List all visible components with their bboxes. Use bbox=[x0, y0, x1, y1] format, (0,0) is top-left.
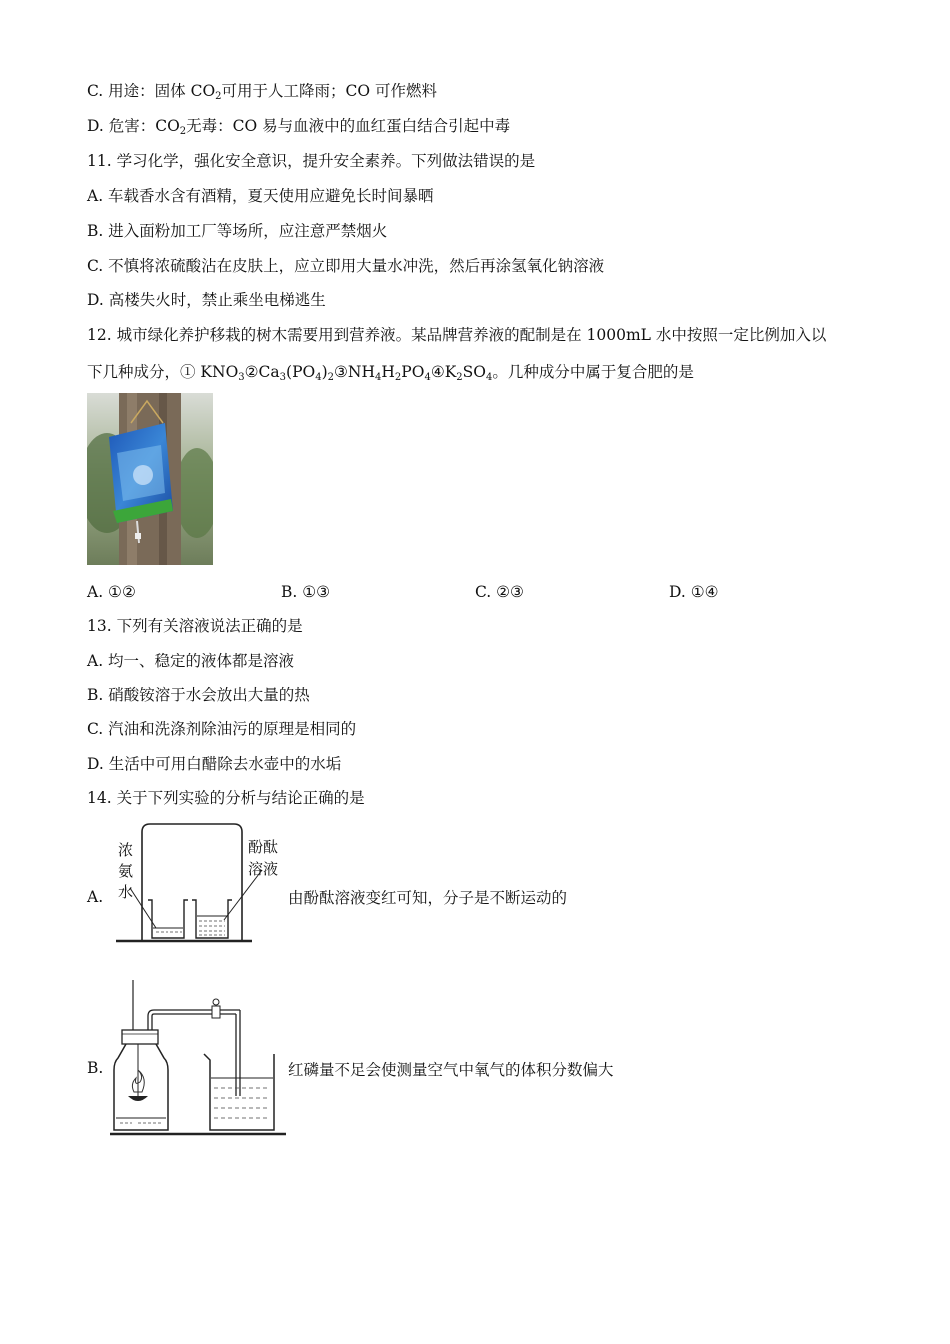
q11-option-d: D. 高楼失火时，禁止乘坐电梯逃生 bbox=[87, 291, 326, 309]
q10-option-d: D. 危害：$CO_2$无毒：CO 易与血液中的血红蛋白结合引起中毒 bbox=[87, 117, 511, 137]
q14-option-a-text: 由酚酞溶液变红可知，分子是不断运动的 bbox=[288, 889, 568, 907]
q12-option-d: D. ①④ bbox=[669, 583, 719, 601]
q14-stem: 14. 关于下列实验的分析与结论正确的是 bbox=[87, 789, 365, 807]
red-phosphorus-oxygen-apparatus bbox=[108, 978, 290, 1140]
q14-option-b-text: 红磷量不足会使测量空气中氧气的体积分数偏大 bbox=[288, 1061, 614, 1079]
nutrient-bag-photo bbox=[87, 393, 213, 565]
q12-stem-line1: 12. 城市绿化养护移栽的树木需要用到营养液。某品牌营养液的配制是在 1000mL 水中按照一定比例加入以 bbox=[87, 326, 827, 344]
q11-option-b: B. 进入面粉加工厂等场所，应注意严禁烟火 bbox=[87, 222, 388, 240]
q12-option-c: C. ②③ bbox=[475, 583, 524, 601]
q13-option-d: D. 生活中可用白醋除去水壶中的水垢 bbox=[87, 755, 342, 773]
ammonia-diffusion-diagram bbox=[112, 818, 287, 946]
q12-stem-line2: 下几种成分，① $KNO_3②Ca_3(PO_4)_2③NH_4H_2PO_4④K_2SO_4$。几种成分中属于复合肥的是 bbox=[87, 363, 694, 383]
q11-option-c: C. 不慎将浓硫酸沾在皮肤上，应立即用大量水冲洗，然后再涂氢氧化钠溶液 bbox=[87, 257, 605, 275]
q12-option-a: A. ①② bbox=[87, 583, 136, 601]
phenolphthalein-label: 酚酞 溶液 bbox=[248, 838, 279, 878]
q11-stem: 11. 学习化学，强化安全意识，提升安全素养。下列做法错误的是 bbox=[87, 152, 536, 170]
q10-option-c: C. 用途：固体 $CO_2$可用于人工降雨；CO 可作燃料 bbox=[87, 82, 438, 102]
q12-option-b: B. ①③ bbox=[281, 583, 331, 601]
ammonia-label: 浓 氨 水 bbox=[118, 841, 134, 901]
q13-stem: 13. 下列有关溶液说法正确的是 bbox=[87, 617, 303, 635]
q13-option-b: B. 硝酸铵溶于水会放出大量的热 bbox=[87, 686, 310, 704]
q11-option-a: A. 车载香水含有酒精，夏天使用应避免长时间暴晒 bbox=[87, 187, 434, 205]
q13-option-c: C. 汽油和洗涤剂除油污的原理是相同的 bbox=[87, 720, 357, 738]
q14-option-a-label: A. bbox=[87, 888, 104, 906]
q13-option-a: A. 均一、稳定的液体都是溶液 bbox=[87, 652, 295, 670]
q14-option-b-label: B. bbox=[87, 1059, 104, 1077]
